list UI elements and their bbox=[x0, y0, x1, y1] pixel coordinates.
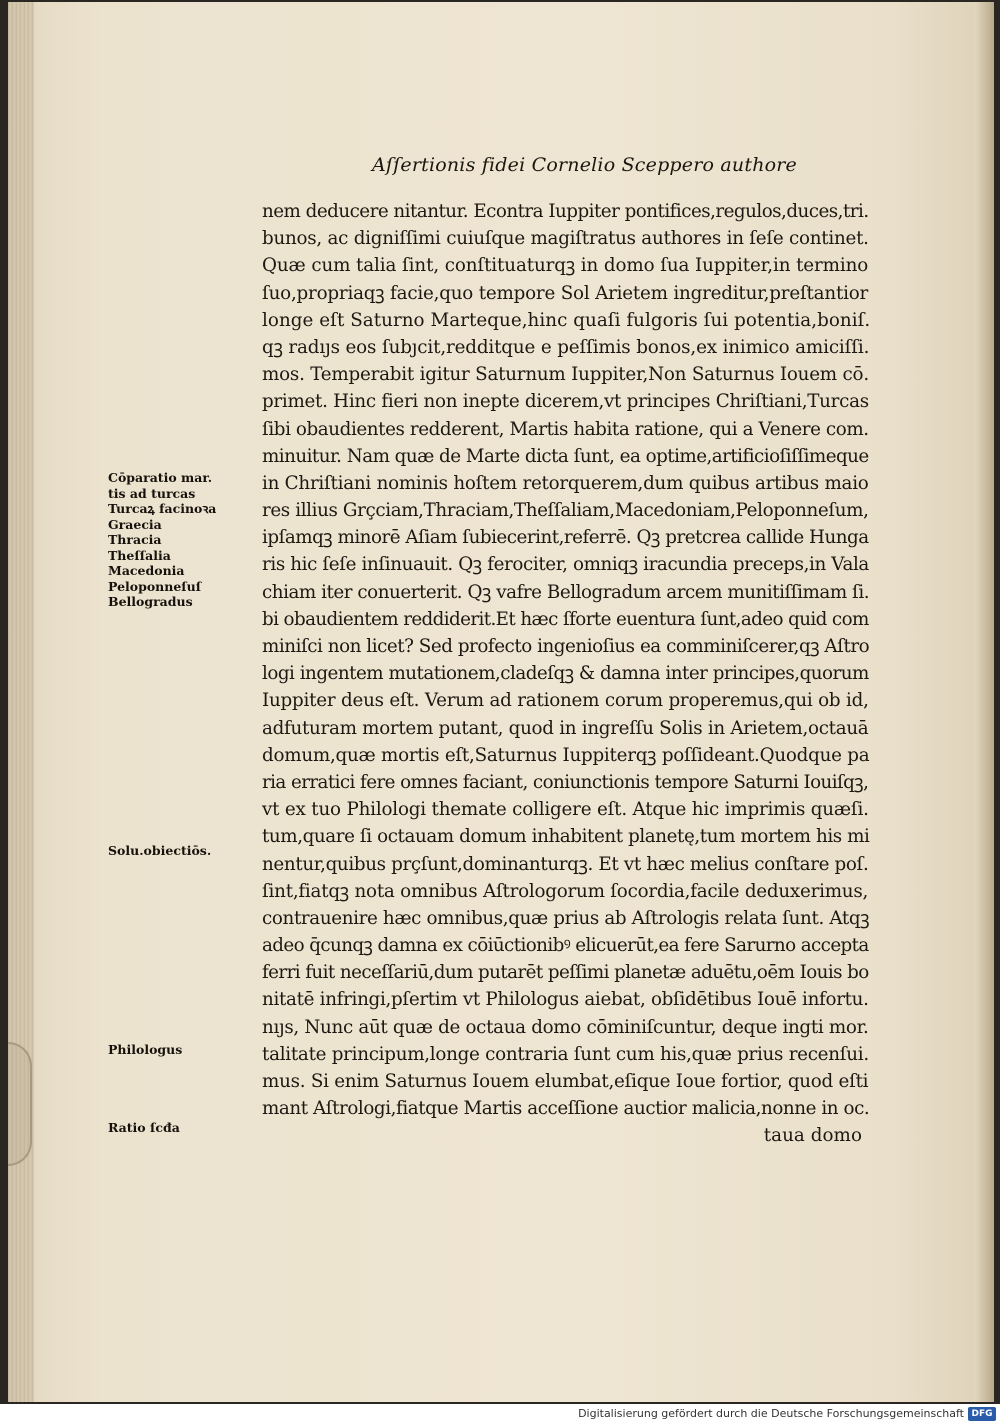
text-line: chiam iter conuerterit. Qꝫ vafre Bellogradum arcem munitiſſimam ſi. bbox=[262, 581, 870, 603]
text-line: miniſci non licet? Sed profecto ingenioſius ea comminiſcerer,qꝫ Aſtro bbox=[262, 636, 870, 657]
text-line: ferri fuit neceſſariū,dum putarēt peſſimi planetæ aduētu,oēm Iouis bo bbox=[262, 962, 869, 984]
margin-note-solutio bbox=[108, 843, 211, 859]
text-line: longe eſt Saturno Marteque,hinc quaſi fulgoris ſui potentia,boniſ. bbox=[262, 309, 871, 331]
text-line: bunos, ac digniſſimi cuiuſque magiſtratus authores in ſeſe continet. bbox=[262, 228, 869, 250]
text-line: mus. Si enim Saturnus Iouem elumbat,eſique Ioue fortior, quod eſti bbox=[262, 1071, 869, 1092]
margin-note-line: Peloponneſuſ bbox=[108, 578, 202, 594]
text-line: mant Aſtrologi,fiatque Martis acceſſione auctior malicia,nonne in oc. bbox=[262, 1098, 870, 1120]
text-line: nıȷs, Nunc aūt quæ de octaua domo cōminiſcuntur, deque ingti mor. bbox=[262, 1016, 869, 1038]
text-line: domum,quæ mortis eſt,Saturnus Iuppiterqꝫ poſſideant.Quodque pa bbox=[262, 744, 870, 766]
margin-note-line: Theſſalia bbox=[108, 547, 171, 563]
text-line: bi obaudientem reddiderit.Et hæc ſforte euentura ſunt,adeo quid com bbox=[262, 608, 869, 630]
margin-note-line: Solu.obiectiōs. bbox=[108, 843, 212, 858]
text-line: mos. Temperabit igitur Saturnum Iuppiter,Non Saturnus Iouem cō. bbox=[262, 364, 869, 386]
text-line: ris hic ſeſe inſinuauit. Qꝫ ferociter, omniqꝫ iracundia preceps,in Vala bbox=[262, 554, 869, 576]
text-line: vt ex tuo Philologi themate colligere eſt. Atque hic imprimis quæſi. bbox=[262, 799, 869, 821]
text-line: contrauenire hæc omnibus,quæ prius ab Aſtrologis relata ſunt. Atqꝫ bbox=[262, 907, 870, 929]
margin-note-line: Philologus bbox=[108, 1042, 183, 1057]
text-line: ſint,fiatqꝫ nota omnibus Aſtrologorum ſocordia,facile deduxerimus, bbox=[262, 880, 869, 902]
text-line: Quæ cum talia ſint, conſtituaturqꝫ in domo ſua Iuppiter,in termino bbox=[262, 255, 869, 277]
margin-note-ratio bbox=[108, 1120, 180, 1136]
text-line: primet. Hinc fieri non inepte dicerem,vt principes Chriſtiani,Turcas bbox=[262, 391, 869, 413]
margin-note-comparatio bbox=[108, 470, 216, 610]
text-line: tum,quare ſi octauam domum inhabitent planetę,tum mortem his mi bbox=[262, 826, 870, 848]
clasp-shadow bbox=[8, 1042, 32, 1166]
text-line: ſibi obaudientes redderent, Martis habita ratione, qui a Venere com. bbox=[262, 418, 869, 440]
margin-note-line: Graecia bbox=[108, 516, 162, 532]
text-line: nentur,quibus prçſunt,dominanturqꝫ. Et vt hæc melius conſtare poſ. bbox=[262, 853, 869, 875]
text-line: Iuppiter deus eſt. Verum ad rationem corum properemus,qui ob id, bbox=[262, 690, 869, 712]
text-line: ſuo,propriaqꝫ facie,quo tempore Sol Arietem ingreditur,preſtantior bbox=[262, 282, 869, 304]
margin-note-line: Macedonia bbox=[108, 563, 185, 578]
margin-note-philologus bbox=[108, 1042, 182, 1058]
text-line: logi ingentem mutationem,cladeſqꝫ & damna inter principes,quorum bbox=[262, 663, 869, 685]
running-head: Aſſertionis fidei Cornelio Sceppero authore bbox=[372, 154, 798, 176]
margin-note-line: Thracia bbox=[108, 532, 162, 547]
text-line: ipſamqꝫ minorē Aſiam ſubiecerint,referrē. Qꝫ pretcrea callide Hunga bbox=[262, 527, 869, 549]
text-line: minuitur. Nam quæ de Marte dicta ſunt, ea optime,artificioſiſſimeque bbox=[262, 445, 869, 467]
dfg-logo: DFG bbox=[968, 1407, 996, 1421]
text-line: adeo q̄cunqꝫ damna ex cōiūctionibꝰ elicuerūt,ea fere Sarurno accepta bbox=[262, 935, 869, 957]
page-edges bbox=[8, 2, 34, 1402]
page-right-edge bbox=[974, 2, 994, 1402]
margin-note-line: Cōparatio mar. bbox=[108, 470, 213, 485]
text-line: qꝫ radıȷs eos ſubȷcit,redditque e peſſimis bonos,ex inimico amiciſſi. bbox=[262, 336, 870, 358]
catchword: taua domo bbox=[763, 1125, 862, 1147]
text-line: in Chriſtiani nominis hoſtem retorquerem,dum quibus artibus maio bbox=[262, 472, 869, 494]
text-line: ria erratici fere omnes faciant, coniunctionis tempore Saturni Iouiſqꝫ, bbox=[262, 771, 869, 793]
margin-note-line: Turcaꝝ facinoꝛa bbox=[108, 501, 217, 516]
margin-note-line: Bellogradus bbox=[108, 594, 193, 609]
text-line: nitatē infringi,pſertim vt Philologus aiebat, obſidētibus Iouē infortu. bbox=[262, 989, 869, 1011]
footer-credit: Digitalisierung gefördert durch die Deutsche Forschungsgemeinschaft bbox=[578, 1407, 964, 1420]
text-line: nem deducere nitantur. Econtra Iuppiter pontifices,regulos,duces,tri. bbox=[262, 201, 869, 222]
margin-note-line: Ratio ſcđa bbox=[108, 1120, 180, 1135]
margin-note-line: tis ad turcas bbox=[108, 485, 196, 501]
text-line: talitate principum,longe contraria ſunt cum his,quæ prius recenſui. bbox=[262, 1043, 869, 1065]
footer-bar bbox=[0, 1404, 1000, 1424]
text-line: res illius Grçciam,Thraciam,Theſſaliam,Macedoniam,Peloponneſum, bbox=[262, 500, 869, 522]
main-text bbox=[262, 198, 872, 1150]
text-line: adfuturam mortem putant, quod in ingreſſu Solis in Arietem,octauā bbox=[262, 717, 869, 739]
